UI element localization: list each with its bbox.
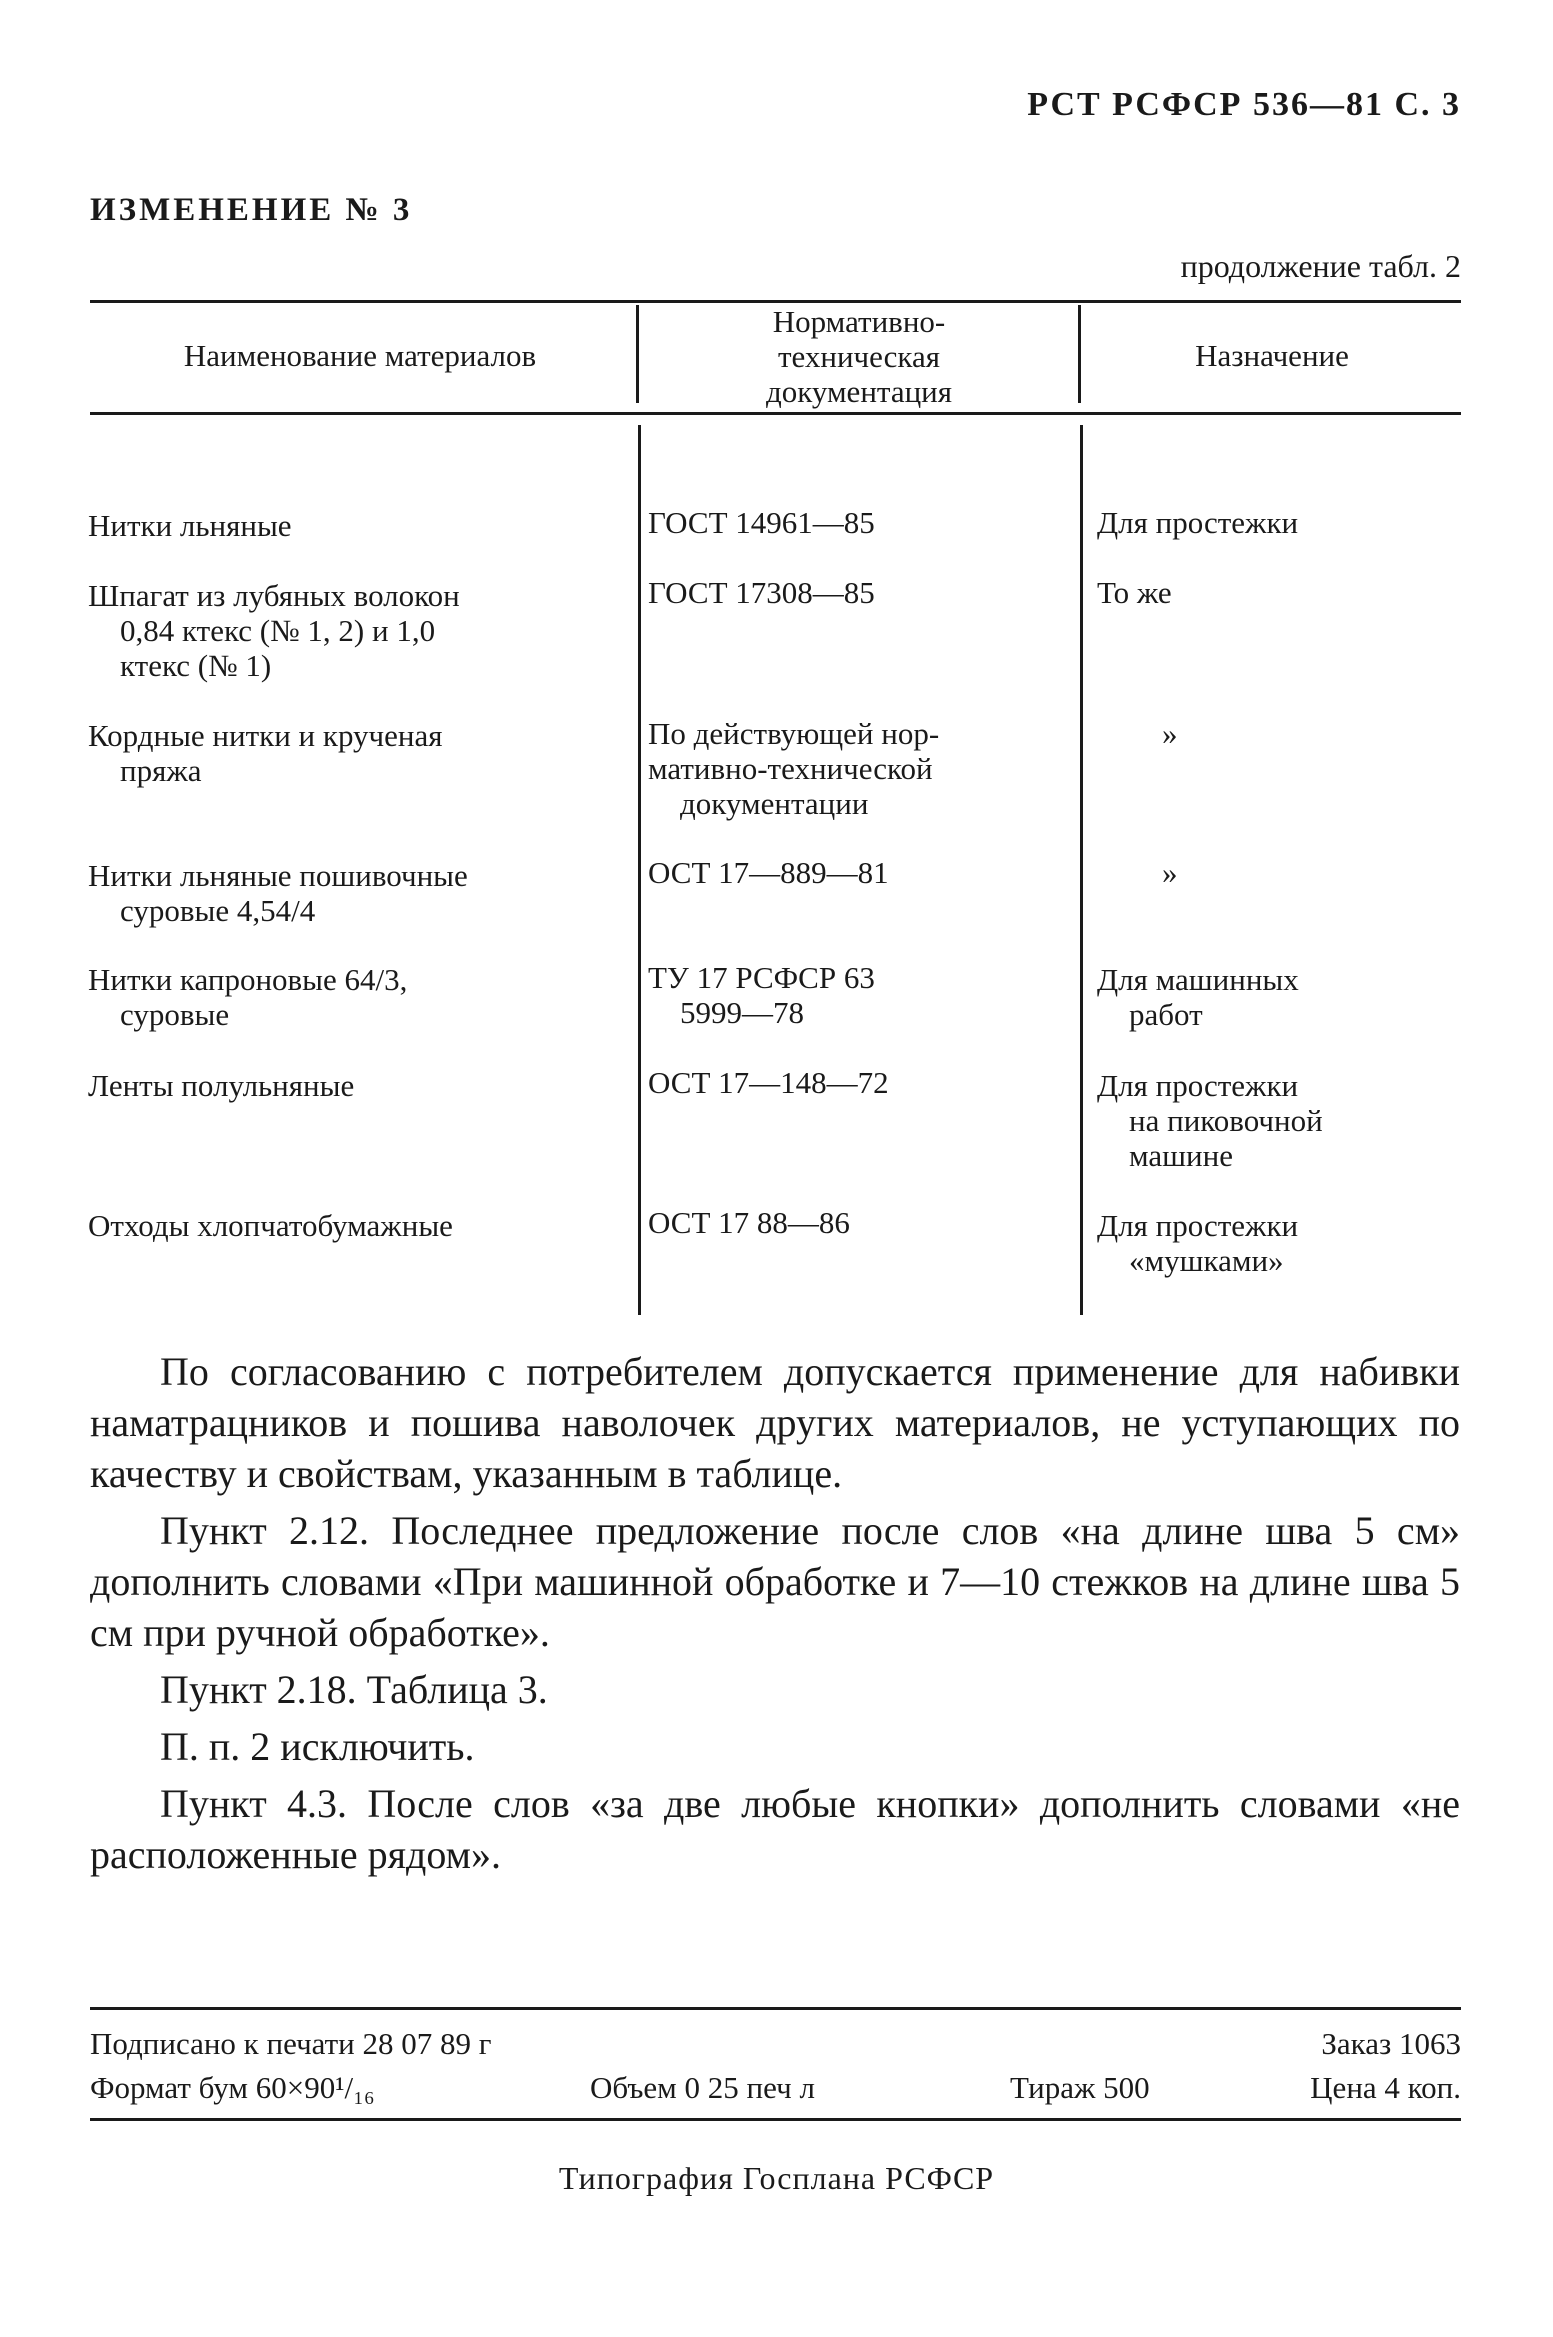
table-row-purpose — [1097, 855, 1542, 890]
imprint-top-rule — [90, 2007, 1461, 2010]
body-text — [90, 1346, 1460, 1886]
paragraph: Пункт 4.3. После слов «за две любые кнопки» дополнить словами «не расположенные рядом». — [90, 1781, 1460, 1877]
table-row-doc — [648, 1065, 1068, 1100]
material-line: Шпагат из лубяных волокон — [88, 578, 460, 613]
table-row-purpose — [1097, 505, 1477, 540]
purpose-line: » — [1162, 855, 1178, 890]
table-row-doc — [648, 960, 1068, 1030]
table-row-purpose — [1097, 962, 1477, 1032]
header-divider-1 — [636, 305, 639, 403]
purpose-line: на пиковочной — [1129, 1103, 1323, 1138]
imprint-volume: Объем 0 25 печ л — [590, 2070, 815, 2105]
material-line: суровые — [120, 997, 230, 1032]
material-line: Нитки капроновые 64/3, — [88, 962, 408, 997]
header-normative-line: техническая — [777, 339, 941, 374]
doc-line: По действующей нор- — [648, 716, 940, 751]
table-row-purpose — [1097, 1208, 1477, 1278]
table-header-rule — [90, 412, 1461, 415]
imprint-bottom-rule — [90, 2118, 1461, 2121]
doc-line: ОСТ 17 88—86 — [648, 1205, 850, 1240]
paragraph: Пункт 2.12. Последнее предложение после слов «на длине шва 5 см» дополнить словами «При машинной обработке и 7—10 стежков на длине шва 5 см при ручной обработке». — [90, 1508, 1460, 1655]
paragraph: П. п. 2 исключить. — [160, 1724, 475, 1769]
purpose-line: » — [1162, 716, 1178, 751]
amendment-title: ИЗМЕНЕНИЕ № 3 — [90, 192, 413, 228]
material-line: Ленты полульняные — [88, 1068, 355, 1103]
column-divider-2 — [1080, 425, 1083, 1315]
imprint-signed: Подписано к печати 28 07 89 г — [90, 2026, 492, 2061]
paragraph: По согласованию с потребителем допускается применение для набивки наматрацников и пошива наволочек других материалов, не уступающих по качеству и свойствам, указанным в таблице. — [90, 1349, 1460, 1496]
material-line: Нитки льняные — [88, 508, 292, 543]
doc-line: ГОСТ 14961—85 — [648, 505, 875, 540]
doc-line: ГОСТ 17308—85 — [648, 575, 875, 610]
standard-reference: РСТ РСФСР 536—81 С. 3 — [1027, 86, 1461, 123]
purpose-line: Для простежки — [1097, 1208, 1299, 1243]
table-row-doc — [648, 855, 1068, 890]
material-line: ктекс (№ 1) — [120, 648, 272, 683]
imprint-format: Формат бум 60×90¹/₁₆ — [90, 2070, 375, 2105]
header-normative-line: Нормативно- — [772, 304, 946, 339]
header-normative-line: документация — [765, 374, 953, 409]
table-row-material — [88, 508, 628, 543]
table-row-material — [88, 718, 628, 788]
table-row-material — [88, 578, 628, 683]
table-row-material — [88, 858, 628, 928]
doc-line: документации — [680, 786, 869, 821]
column-divider-1 — [638, 425, 641, 1315]
purpose-line: машине — [1129, 1138, 1233, 1173]
imprint-price: Цена 4 коп. — [1310, 2070, 1461, 2105]
table-row-material — [88, 962, 628, 1032]
header-normative — [640, 304, 1078, 409]
table-row-doc — [648, 505, 1068, 540]
imprint-order: Заказ 1063 — [1321, 2026, 1461, 2061]
table-row-doc — [648, 1205, 1068, 1240]
imprint-print-run: Тираж 500 — [1010, 2070, 1150, 2105]
purpose-line: То же — [1097, 575, 1172, 610]
table-row-material — [88, 1208, 628, 1243]
material-line: пряжа — [120, 753, 202, 788]
table-top-rule — [90, 300, 1461, 303]
material-line: Кордные нитки и крученая — [88, 718, 443, 753]
purpose-line: Для машинных — [1097, 962, 1299, 997]
header-purpose: Назначение — [1195, 338, 1349, 373]
table-row-doc — [648, 716, 1068, 821]
material-line: Нитки льняные пошивочные — [88, 858, 468, 893]
purpose-line: работ — [1129, 997, 1203, 1032]
doc-line: ОСТ 17—148—72 — [648, 1065, 889, 1100]
table-row-purpose — [1097, 716, 1542, 751]
table-row-purpose — [1097, 575, 1477, 610]
table-row-purpose — [1097, 1068, 1477, 1173]
material-line: суровые 4,54/4 — [120, 893, 316, 928]
purpose-line: «мушками» — [1129, 1243, 1284, 1278]
header-material: Наименование материалов — [183, 338, 537, 373]
doc-line: ОСТ 17—889—81 — [648, 855, 889, 890]
printer-name: Типография Госплана РСФСР — [558, 2160, 995, 2196]
table-row-material — [88, 1068, 628, 1103]
doc-line: 5999—78 — [680, 995, 804, 1030]
table-row-doc — [648, 575, 1068, 610]
doc-line: ТУ 17 РСФСР 63 — [648, 960, 875, 995]
material-line: Отходы хлопчатобумажные — [88, 1208, 453, 1243]
purpose-line: Для простежки — [1097, 1068, 1299, 1103]
material-line: 0,84 ктекс (№ 1, 2) и 1,0 — [120, 613, 436, 648]
paragraph: Пункт 2.18. Таблица 3. — [160, 1667, 548, 1712]
table-continuation-label: продолжение табл. 2 — [1180, 248, 1461, 284]
header-divider-2 — [1078, 305, 1081, 403]
purpose-line: Для простежки — [1097, 505, 1299, 540]
doc-line: мативно-технической — [648, 751, 933, 786]
